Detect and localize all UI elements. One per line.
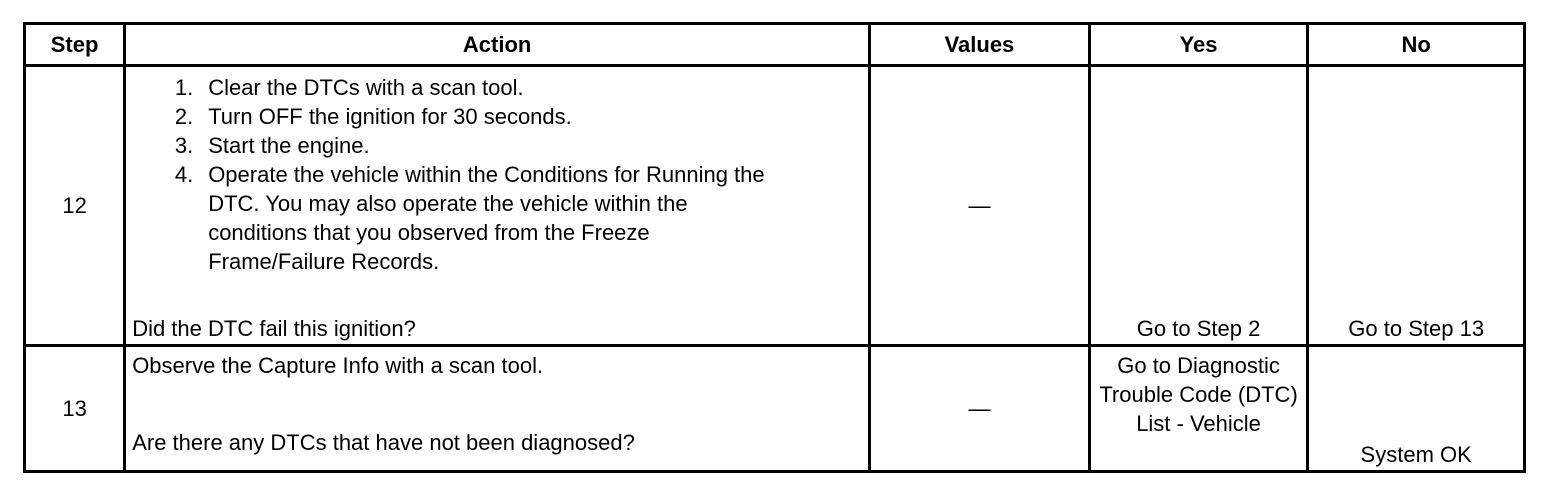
table-row-step-12 bbox=[25, 66, 1525, 346]
step-question: Are there any DTCs that have not been diagnosed? bbox=[132, 430, 635, 455]
header-row bbox=[25, 24, 1525, 66]
list-item bbox=[132, 73, 832, 102]
values-cell: — bbox=[870, 346, 1090, 472]
step-number: 12 bbox=[25, 66, 125, 346]
yes-cell: Go to Step 2 bbox=[1089, 66, 1308, 346]
substep-text: Clear the DTCs with a scan tool. bbox=[208, 75, 524, 100]
no-cell: Go to Step 13 bbox=[1308, 66, 1525, 346]
substep-number: 3. bbox=[174, 133, 194, 158]
header-no: No bbox=[1308, 24, 1525, 66]
header-step: Step bbox=[25, 24, 125, 66]
no-cell: System OK bbox=[1308, 346, 1525, 472]
step-instruction: Observe the Capture Info with a scan tool. bbox=[132, 353, 544, 378]
table-row-step-13 bbox=[25, 346, 1525, 472]
action-cell bbox=[125, 66, 870, 346]
substep-number: 2. bbox=[174, 104, 194, 129]
list-item bbox=[132, 102, 832, 131]
header-yes: Yes bbox=[1089, 24, 1308, 66]
substep-number: 1. bbox=[174, 75, 194, 100]
header-action: Action bbox=[125, 24, 870, 66]
values-cell: — bbox=[870, 66, 1090, 346]
substep-number: 4. bbox=[174, 162, 194, 187]
header-values: Values bbox=[870, 24, 1090, 66]
list-item bbox=[132, 131, 832, 160]
step-question: Did the DTC fail this ignition? bbox=[132, 316, 416, 341]
substep-text: Start the engine. bbox=[208, 133, 370, 158]
substep-list bbox=[132, 73, 868, 276]
diagnostic-table bbox=[23, 22, 1526, 473]
yes-cell: Go to Diagnostic Trouble Code (DTC) List - Vehicle bbox=[1089, 346, 1308, 472]
substep-text: Operate the vehicle within the Conditions for Running the DTC. You may also operate the vehicle within the conditions that you observed from the Freeze Frame/Failure Records. bbox=[208, 162, 765, 274]
step-number: 13 bbox=[25, 346, 125, 472]
substep-text: Turn OFF the ignition for 30 seconds. bbox=[208, 104, 572, 129]
list-item bbox=[132, 160, 832, 276]
action-cell bbox=[125, 346, 870, 472]
